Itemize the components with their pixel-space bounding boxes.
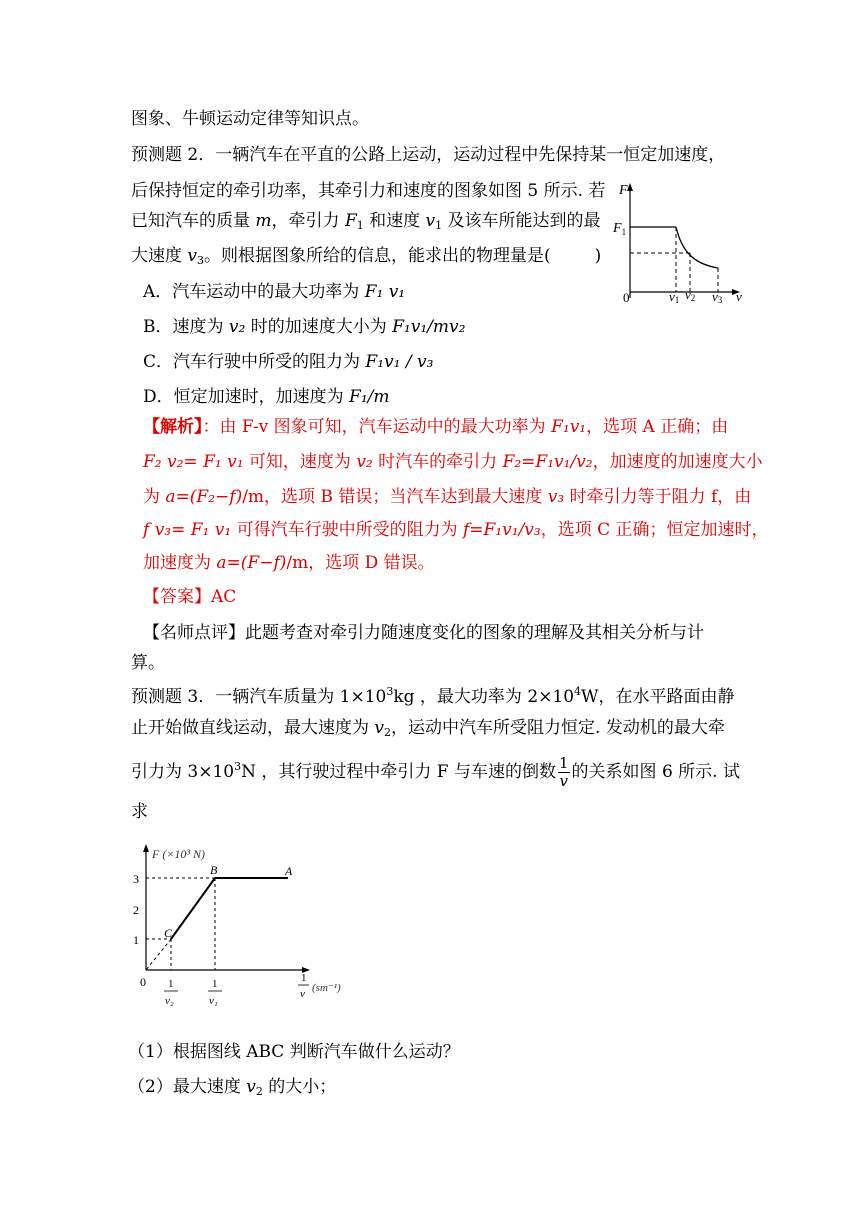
q3-line2: 止开始做直线运动，最大速度为 $v_2$，运动中汽车所受阻力恒定. 发动机的最大牵 bbox=[131, 718, 725, 739]
y-axis-arrow bbox=[143, 844, 149, 852]
q2-line4: 大速度 $v_3$。则根据图象所给的信息，能求出的物理量是( ) bbox=[131, 246, 602, 267]
x-tick-2-den: v₁ bbox=[209, 995, 218, 1007]
comment-line1: 【名师点评】此题考查对牵引力随速度变化的图象的理解及其相关分析与计 bbox=[143, 623, 704, 643]
figure-6-graph bbox=[128, 840, 358, 1020]
y-axis-label: F (×10³ N) bbox=[152, 847, 206, 861]
y-axis-label: F bbox=[619, 183, 628, 198]
x-tick-1-num: 1 bbox=[168, 978, 174, 990]
y-tick-2: 2 bbox=[133, 903, 139, 917]
analysis-line4: f v₃= F₁ v₁ 可得汽车行驶中所受的阻力为 f=F₁v₁/v₃，选项 C 正确；恒定加速时， bbox=[143, 520, 769, 540]
analysis-line2: F₂ v₂= F₁ v₁ 可知，速度为 v₂ 时汽车的牵引力 F₂=F₁v₁/v₂，加速度的加速度大小 bbox=[143, 452, 763, 472]
x-tick-2-num: 1 bbox=[212, 978, 218, 990]
q2-option-b: B．速度为 v₂ 时的加速度大小为 F₁v₁/mv₂ bbox=[143, 317, 466, 337]
q3-line3: 引力为 $3\times 10^3N$ ，其行驶过程中牵引力 F 与车速的倒数 $\frac{1}{v}$ 的关系如图 6 所示. 试 bbox=[131, 754, 740, 790]
origin-label: 0 bbox=[140, 975, 146, 989]
figure-5-graph bbox=[612, 180, 752, 308]
point-b: B bbox=[210, 863, 218, 877]
x-tick-v1: v1 bbox=[669, 289, 680, 305]
extension-line bbox=[146, 939, 171, 970]
x-axis-label: v bbox=[736, 289, 742, 304]
q2-line2: 后保持恒定的牵引功率，其牵引力和速度的图象如图 5 所示. 若 bbox=[131, 181, 606, 201]
analysis-line3: 为 a=(F₂−f)/m，选项 B 错误；当汽车达到最大速度 v₃ 时牵引力等于阻力 f，由 bbox=[143, 487, 752, 507]
analysis-line5: 加速度为 a=(F−f)/m，选项 D 错误。 bbox=[143, 553, 435, 573]
q3-line4: 求 bbox=[131, 802, 148, 822]
q2-option-c: C．汽车行驶中所受的阻力为 F₁v₁ / v₃ bbox=[143, 352, 434, 372]
q2-line1: 预测题 2．一辆汽车在平直的公路上运动，运动过程中先保持某一恒定加速度， bbox=[131, 145, 726, 165]
x-tick-v2: v2 bbox=[685, 287, 696, 303]
power-curve bbox=[676, 227, 718, 268]
origin-label: 0 bbox=[623, 290, 630, 305]
analysis-line1: 【解析】：由 F-v 图象可知，汽车运动中的最大功率为 F₁v₁，选项 A 正确；由 bbox=[143, 417, 729, 437]
q2-line3: 已知汽车的质量 m，牵引力 $F_1$ 和速度 $v_1$ 及该车所能达到的最 bbox=[131, 211, 601, 232]
point-a: A bbox=[285, 864, 293, 878]
x-axis-den: v bbox=[300, 988, 305, 1000]
q2-option-a: A．汽车运动中的最大功率为 F₁ v₁ bbox=[143, 282, 406, 302]
comment-line2: 算。 bbox=[131, 653, 165, 673]
y-tick-1: 1 bbox=[133, 933, 139, 947]
q3-sub2: （2）最大速度 $v_2$ 的大小； bbox=[128, 1077, 337, 1098]
answer-line: 【答案】AC bbox=[143, 587, 237, 607]
intro-line: 图象、牛顿运动定律等知识点。 bbox=[131, 109, 369, 129]
y-tick-3: 3 bbox=[133, 872, 139, 886]
reciprocal-fraction: $\frac{1}{v}$ bbox=[559, 754, 569, 790]
q2-option-d: D．恒定加速时，加速度为 F₁/m bbox=[143, 387, 390, 407]
x-axis-num: 1 bbox=[301, 972, 307, 984]
y-tick-f1: $F_1$ bbox=[613, 221, 627, 237]
x-tick-v3: v3 bbox=[712, 289, 723, 305]
y-axis-arrow bbox=[627, 183, 633, 191]
segment-bc bbox=[171, 878, 215, 939]
point-c: C bbox=[164, 926, 173, 940]
q3-sub1: （1）根据图线 ABC 判断汽车做什么运动？ bbox=[128, 1042, 460, 1062]
q3-line1: 预测题 3．一辆汽车质量为 $1\times 10^3kg$ ，最大功率为 $2\times 10^4W$，在水平路面由静 bbox=[131, 685, 735, 707]
x-tick-1-den: v₂ bbox=[165, 995, 174, 1007]
x-axis-unit: (sm⁻¹) bbox=[312, 982, 341, 994]
